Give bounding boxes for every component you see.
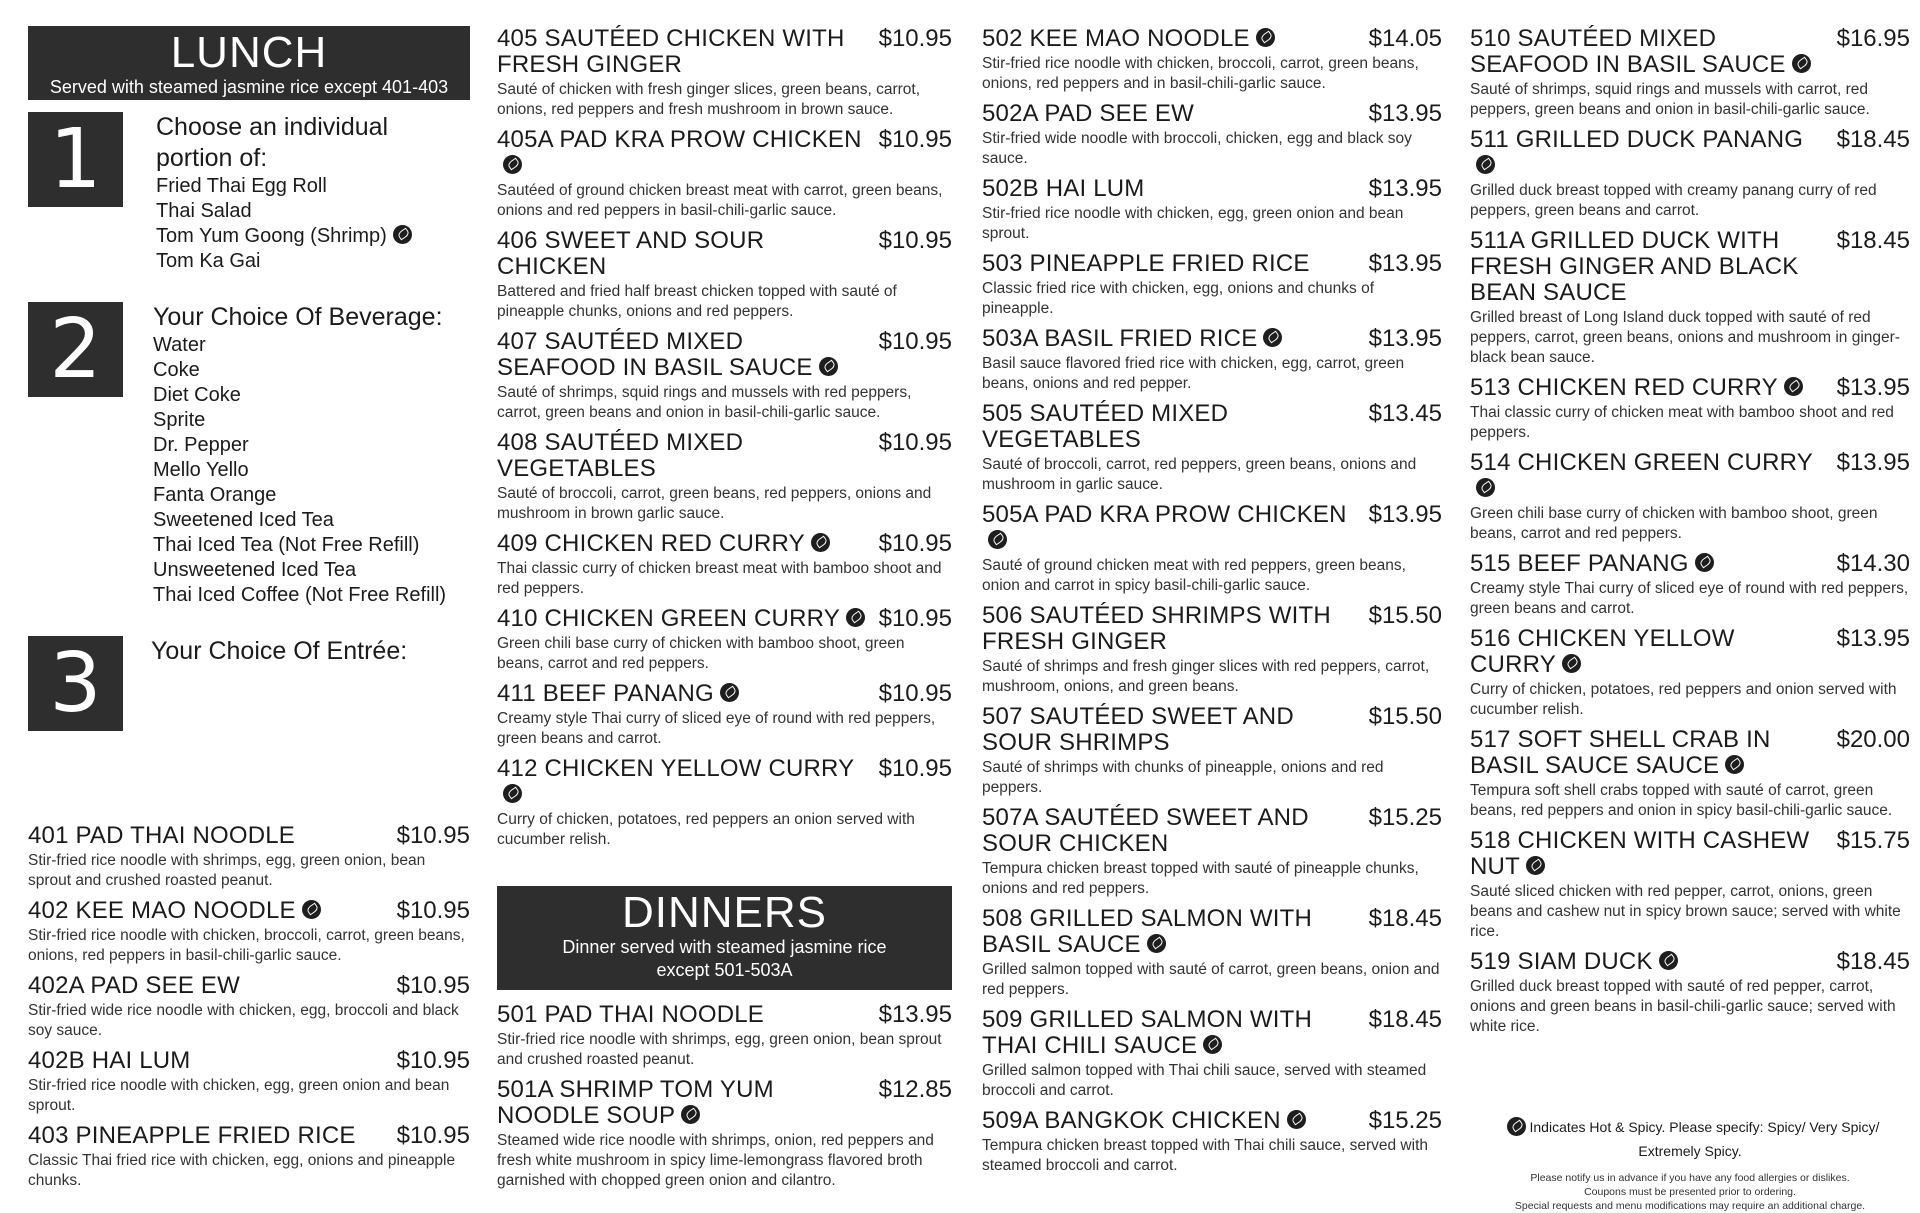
menu-item (1470, 949, 1910, 1037)
menu-item (982, 176, 1442, 244)
chili-icon (503, 155, 522, 174)
chili-icon (1263, 328, 1282, 347)
menu-item-name: 406 SWEET AND SOUR CHICKEN (497, 227, 765, 280)
dinner-items-col4 (1470, 26, 1910, 1037)
menu-item (1470, 450, 1910, 544)
dinners-title: DINNERS (621, 888, 828, 937)
menu-item-description: Stir-fried wide rice noodle with chicken, egg, broccoli and black soy sauce. (28, 1002, 459, 1039)
menu-item-description: Thai classic curry of chicken breast meat with bamboo shoot and red peppers. (497, 560, 942, 597)
chili-icon (503, 784, 522, 803)
menu-item-price: $13.95 (1836, 374, 1910, 401)
menu-item-description: Tempura chicken breast topped with sauté of pineapple chunks, onions and red peppers. (982, 860, 1419, 897)
menu-item (1470, 551, 1910, 619)
menu-item-description: Classic Thai fried rice with chicken, egg, onions and pineapple chunks. (28, 1152, 456, 1189)
menu-item-name: 509A BANGKOK CHICKEN (982, 1107, 1281, 1134)
menu-item-price: $18.45 (1368, 1006, 1442, 1033)
lunch-subtitle: Served with steamed jasmine rice except 401-403 (49, 77, 449, 98)
menu-item-description: Stir-fried rice noodle with chicken, broccoli, carrot, green beans, onions, red peppers and in basil-chili-garlic sauce. (982, 55, 1419, 92)
menu-item-price: $10.95 (878, 755, 952, 782)
menu-item-price: $20.00 (1836, 726, 1910, 753)
menu-item-description: Sauté of broccoli, carrot, red peppers, green beans, onions and mushroom in garlic sauce. (982, 456, 1417, 493)
dinner-items-col3 (982, 26, 1442, 1176)
chili-icon (1476, 155, 1495, 174)
menu-item-description: Sautéed of ground chicken breast meat with carrot, green beans, onions and red peppers in basil-chili-garlic sauce. (497, 182, 943, 219)
chili-icon (720, 683, 739, 702)
menu-item (982, 401, 1442, 495)
menu-item-description: Stir-fried rice noodle with chicken, egg, green onion and bean sprout. (982, 205, 1404, 242)
spicy-legend (1470, 1115, 1910, 1163)
menu-item (497, 26, 952, 120)
legend-text: Indicates Hot & Spicy. Please specify: Spicy/ Very Spicy/ Extremely Spicy. (1529, 1119, 1880, 1159)
menu-item (28, 898, 470, 966)
dinner-items-col2 (497, 1002, 952, 1191)
column-2 (497, 26, 952, 1198)
menu-item-description: Classic fried rice with chicken, egg, onions and chunks of pineapple. (982, 280, 1375, 317)
menu-item (982, 101, 1442, 169)
menu-item-price: $10.95 (878, 227, 952, 254)
beverage-option: Unsweetened Iced Tea (153, 559, 357, 581)
menu-item (1470, 228, 1910, 368)
step-title: Your Choice Of Entrée: (151, 637, 408, 665)
menu-item-price: $18.45 (1368, 905, 1442, 932)
menu-item-price: $13.95 (1368, 325, 1442, 352)
chili-icon (681, 1105, 700, 1124)
menu-item-name: 503 PINEAPPLE FRIED RICE (982, 250, 1310, 277)
beverage-option: Coke (153, 359, 200, 381)
menu-item (497, 329, 952, 423)
step-number: 1 (28, 112, 123, 207)
note-line: Please notify us in advance if you have any food allergies or dislikes. (1530, 1172, 1850, 1184)
menu-item (1470, 828, 1910, 942)
menu-item-name: 507 SAUTÉED SWEET AND SOUR SHRIMPS (982, 703, 1294, 756)
lunch-banner (28, 26, 470, 100)
menu-item-name: 407 SAUTÉED MIXED SEAFOOD IN BASIL SAUCE (497, 328, 813, 381)
menu-item-name: 402A PAD SEE EW (28, 972, 240, 999)
menu-item (1470, 727, 1910, 821)
menu-item-description: Sauté of shrimps and fresh ginger slices with red peppers, carrot, mushroom, onions, and green beans. (982, 658, 1430, 695)
menu-item-description: Sauté of shrimps with chunks of pineapple, onions and red peppers. (982, 759, 1384, 796)
menu-item-name: 502A PAD SEE EW (982, 100, 1194, 127)
chili-icon (1203, 1035, 1222, 1054)
menu-item (497, 127, 952, 221)
menu-item-price: $13.95 (878, 1001, 952, 1028)
menu-item-price: $10.95 (396, 1047, 470, 1074)
menu-item (28, 973, 470, 1041)
menu-item-price: $10.95 (878, 25, 952, 52)
appetizer-option: Thai Salad (156, 200, 252, 222)
menu-item-price: $10.95 (878, 680, 952, 707)
menu-item-description: Stir-fried rice noodle with chicken, egg, green onion and bean sprout. (28, 1077, 450, 1114)
menu-item (497, 531, 952, 599)
chili-icon (1725, 755, 1744, 774)
menu-item-description: Curry of chicken, potatoes, red peppers an onion served with cucumber relish. (497, 811, 915, 848)
menu-item-price: $13.95 (1368, 175, 1442, 202)
chili-icon (1792, 54, 1811, 73)
menu-item-price: $12.85 (878, 1076, 952, 1103)
menu-item-description: Grilled duck breast topped with sauté of red pepper, carrot, onions and green beans in basil-chili-garlic sauce; served with white rice. (1470, 978, 1896, 1035)
menu-item-name: 401 PAD THAI NOODLE (28, 822, 296, 849)
menu-item (497, 606, 952, 674)
menu-item-price: $14.05 (1368, 25, 1442, 52)
menu-item-name: 405A PAD KRA PROW CHICKEN (497, 126, 862, 153)
menu-item-description: Basil sauce flavored fried rice with chicken, egg, carrot, green beans, onions and red pepper. (982, 355, 1405, 392)
menu-item-description: Battered and fried half breast chicken topped with sauté of pineapple chunks, onions and red peppers. (497, 283, 897, 320)
note-line: Special requests and menu modifications may require an additional charge. (1514, 1200, 1866, 1212)
menu-item (982, 906, 1442, 1000)
menu-item-price: $13.95 (1836, 449, 1910, 476)
lunch-title: LUNCH (170, 28, 328, 77)
menu-item-price: $18.45 (1836, 227, 1910, 254)
menu-item-description: Tempura chicken breast topped with Thai chili sauce, served with steamed broccoli and carrot. (982, 1137, 1428, 1174)
menu-item-name: 502B HAI LUM (982, 175, 1145, 202)
menu-item-description: Tempura soft shell crabs topped with sauté of carrot, green beans, red peppers and onion in spicy basil-chili-garlic sauce. (1470, 782, 1893, 819)
chili-icon (1507, 1117, 1526, 1136)
menu-item-price: $13.95 (1368, 100, 1442, 127)
beverage-option: Water (153, 334, 206, 356)
menu-item-price: $18.45 (1836, 948, 1910, 975)
chili-icon (1476, 478, 1495, 497)
beverage-option: Sweetened Iced Tea (153, 509, 334, 531)
menu-item-price: $15.75 (1836, 827, 1910, 854)
menu-item-description: Sauté of shrimps, squid rings and mussels with red peppers, carrot, green beans and onion in basil-chili-garlic sauce. (497, 384, 912, 421)
chili-icon (1526, 856, 1545, 875)
menu-item-price: $13.95 (1836, 625, 1910, 652)
step-number: 3 (28, 636, 123, 731)
menu-item (1470, 626, 1910, 720)
menu-item-description: Grilled duck breast topped with creamy panang curry of red peppers, green beans and carrot. (1470, 182, 1877, 219)
menu-item-description: Stir-fried rice noodle with chicken, broccoli, carrot, green beans, onions, red peppers in basil-chili-garlic sauce. (28, 927, 465, 964)
menu-item-description: Sauté of ground chicken meat with red peppers, green beans, onion and carrot in spicy basil-chili-garlic sauce. (982, 557, 1406, 594)
menu-item-name: 508 GRILLED SALMON WITH BASIL SAUCE (982, 905, 1313, 958)
menu-item-description: Curry of chicken, potatoes, red peppers and onion served with cucumber relish. (1470, 681, 1897, 718)
appetizer-option: Fried Thai Egg Roll (156, 175, 327, 197)
menu-item-name: 515 BEEF PANANG (1470, 550, 1689, 577)
step-title: Choose an individual portion of: (156, 113, 389, 172)
menu-item (1470, 26, 1910, 120)
menu-item (28, 1123, 470, 1191)
chili-icon (1695, 553, 1714, 572)
beverage-option: Mello Yello (153, 459, 249, 481)
lunch-items-col1 (28, 823, 470, 1191)
menu-item-description: Green chili base curry of chicken with bamboo shoot, green beans, carrot and red peppers. (497, 635, 905, 672)
menu-item-description: Thai classic curry of chicken meat with bamboo shoot and red peppers. (1470, 404, 1894, 441)
menu-item-name: 507A SAUTÉED SWEET AND SOUR CHICKEN (982, 804, 1309, 857)
menu-item-description: Grilled breast of Long Island duck topped with sauté of red peppers, carrot, green beans, onions and mushroom in ginger-black bean sauce. (1470, 309, 1900, 366)
menu-item-name: 518 CHICKEN WITH CASHEW NUT (1470, 827, 1810, 880)
chili-icon (302, 900, 321, 919)
menu-item-description: Creamy style Thai curry of sliced eye of round with red peppers, green beans and carrot. (497, 710, 936, 747)
step-3 (28, 636, 470, 731)
menu-item-description: Grilled salmon topped with Thai chili sauce, served with steamed broccoli and carrot. (982, 1062, 1427, 1099)
menu-item (28, 823, 470, 891)
menu-item-name: 408 SAUTÉED MIXED VEGETABLES (497, 429, 744, 482)
chili-icon (846, 608, 865, 627)
menu-item-name: 402B HAI LUM (28, 1047, 191, 1074)
column-1 (28, 26, 470, 1198)
menu-item-price: $14.30 (1836, 550, 1910, 577)
menu-item-price: $15.25 (1368, 804, 1442, 831)
menu-item-price: $10.95 (878, 328, 952, 355)
column-4 (1470, 26, 1910, 1213)
menu-item-name: 411 BEEF PANANG (497, 680, 714, 707)
menu-item-price: $10.95 (396, 897, 470, 924)
menu-item-description: Stir-fried rice noodle with shrimps, egg, green onion, bean sprout and crushed roasted peanut. (28, 852, 426, 889)
beverage-option: Sprite (153, 409, 206, 431)
menu-item (982, 326, 1442, 394)
menu-item-description: Grilled salmon topped with sauté of carrot, green beans, onion and red peppers. (982, 961, 1440, 998)
chili-icon (1784, 377, 1803, 396)
menu-item-price: $10.95 (396, 822, 470, 849)
menu-item-name: 513 CHICKEN RED CURRY (1470, 374, 1778, 401)
menu-item-name: 410 CHICKEN GREEN CURRY (497, 605, 840, 632)
menu-item-name: 506 SAUTÉED SHRIMPS WITH FRESH GINGER (982, 602, 1331, 655)
menu-item-price: $10.95 (396, 1122, 470, 1149)
menu-item-name: 505A PAD KRA PROW CHICKEN (982, 501, 1347, 528)
beverage-option: Thai Iced Tea (Not Free Refill) (153, 534, 420, 556)
menu-item (497, 1002, 952, 1070)
chili-icon (1659, 951, 1678, 970)
menu-item-name: 519 SIAM DUCK (1470, 948, 1653, 975)
menu-item-name: 511 GRILLED DUCK PANANG (1470, 126, 1804, 153)
menu-item-name: 510 SAUTÉED MIXED SEAFOOD IN BASIL SAUCE (1470, 25, 1786, 78)
menu-item (497, 756, 952, 850)
menu-item-name: 503A BASIL FRIED RICE (982, 325, 1258, 352)
menu-item (497, 228, 952, 322)
menu-item (982, 603, 1442, 697)
menu-item-price: $10.95 (878, 605, 952, 632)
menu-item (28, 1048, 470, 1116)
menu-item-description: Sauté sliced chicken with red pepper, carrot, onions, green beans and cashew nut in spicy brown sauce; served with white rice. (1470, 883, 1901, 940)
menu-item-price: $13.95 (1368, 501, 1442, 528)
menu-item (497, 430, 952, 524)
dinners-banner (497, 886, 952, 990)
menu-item-price: $13.95 (1368, 250, 1442, 277)
menu-item-name: 516 CHICKEN YELLOW CURRY (1470, 625, 1735, 678)
menu-item-price: $18.45 (1836, 126, 1910, 153)
menu-item-name: 509 GRILLED SALMON WITH THAI CHILI SAUCE (982, 1006, 1313, 1059)
menu-item (982, 805, 1442, 899)
menu-item-price: $10.95 (878, 429, 952, 456)
beverage-option: Diet Coke (153, 384, 241, 406)
lunch-items-col2 (497, 26, 952, 850)
menu-item-description: Sauté of chicken with fresh ginger slices, green beans, carrot, onions, red peppers and fresh mushroom in brown sauce. (497, 81, 921, 118)
chili-icon (1256, 28, 1275, 47)
menu-item-price: $16.95 (1836, 25, 1910, 52)
menu-item (1470, 375, 1910, 443)
menu-item-name: 402 KEE MAO NOODLE (28, 897, 296, 924)
menu-item-description: Creamy style Thai curry of sliced eye of round with red peppers, green beans and carrot. (1470, 580, 1909, 617)
menu-item-name: 501 PAD THAI NOODLE (497, 1001, 765, 1028)
appetizer-option: Tom Ka Gai (156, 250, 261, 272)
menu-item (982, 251, 1442, 319)
menu-item-name: 405 SAUTÉED CHICKEN WITH FRESH GINGER (497, 25, 845, 78)
menu-item-description: Sauté of broccoli, carrot, green beans, red peppers, onions and mushroom in brown garlic sauce. (497, 485, 932, 522)
menu-item (982, 1108, 1442, 1176)
chili-icon (811, 533, 830, 552)
dinners-subtitle: Dinner served with steamed jasmine rice (562, 937, 887, 958)
menu-item-name: 412 CHICKEN YELLOW CURRY (497, 755, 855, 782)
menu-item (497, 1077, 952, 1191)
menu-item-price: $10.95 (878, 530, 952, 557)
menu-item (982, 1007, 1442, 1101)
menu-item-price: $15.50 (1368, 602, 1442, 629)
menu-item-description: Steamed wide rice noodle with shrimps, onion, red peppers and fresh white mushroom in spicy lime-lemongrass flavored broth garnished with chopped green onion and cilantro. (497, 1132, 934, 1189)
chili-icon (988, 530, 1007, 549)
menu-item (497, 681, 952, 749)
menu-item (982, 26, 1442, 94)
step-1 (28, 112, 470, 274)
step-number: 2 (28, 302, 123, 397)
menu-item (982, 502, 1442, 596)
menu-item-name: 517 SOFT SHELL CRAB IN BASIL SAUCE SAUCE (1470, 726, 1771, 779)
chili-icon (393, 225, 412, 244)
menu-item-description: Stir-fried rice noodle with shrimps, egg, green onion, bean sprout and crushed roasted peanut. (497, 1031, 942, 1068)
beverage-option: Fanta Orange (153, 484, 277, 506)
menu-item-description: Sauté of shrimps, squid rings and mussels with carrot, red peppers, green beans and onion in basil-chili-garlic sauce. (1470, 81, 1870, 118)
beverage-option: Thai Iced Coffee (Not Free Refill) (153, 584, 447, 606)
menu-item-price: $15.25 (1368, 1107, 1442, 1134)
beverage-option: Dr. Pepper (153, 434, 249, 456)
menu-item-name: 409 CHICKEN RED CURRY (497, 530, 805, 557)
menu-item-name: 502 KEE MAO NOODLE (982, 25, 1250, 52)
menu-item-price: $10.95 (878, 126, 952, 153)
menu-item-name: 501A SHRIMP TOM YUM NOODLE SOUP (497, 1076, 774, 1129)
menu-item-name: 511A GRILLED DUCK WITH FRESH GINGER AND BLACK BEAN SAUCE (1470, 227, 1799, 306)
note-line: Coupons must be presented prior to ordering. (1584, 1186, 1796, 1198)
column-3 (982, 26, 1442, 1183)
dinners-subtitle-2: except 501-503A (656, 959, 793, 980)
step-title: Your Choice Of Beverage: (153, 303, 443, 331)
step-2 (28, 302, 470, 608)
menu-item-price: $15.50 (1368, 703, 1442, 730)
chili-icon (1287, 1110, 1306, 1129)
menu-item-price: $10.95 (396, 972, 470, 999)
chili-icon (1562, 654, 1581, 673)
chili-icon (819, 357, 838, 376)
notes (1470, 1171, 1910, 1213)
menu-item-description: Green chili base curry of chicken with bamboo shoot, green beans, carrot and red peppers. (1470, 505, 1878, 542)
menu-item (1470, 127, 1910, 221)
menu-item-price: $13.45 (1368, 400, 1442, 427)
menu-item-name: 505 SAUTÉED MIXED VEGETABLES (982, 400, 1229, 453)
menu-item-description: Stir-fried wide noodle with broccoli, chicken, egg and black soy sauce. (982, 130, 1412, 167)
appetizer-option: Tom Yum Goong (Shrimp) (156, 225, 387, 247)
menu-item-name: 403 PINEAPPLE FRIED RICE (28, 1122, 356, 1149)
menu-item-name: 514 CHICKEN GREEN CURRY (1470, 449, 1813, 476)
menu-item (982, 704, 1442, 798)
chili-icon (1147, 934, 1166, 953)
